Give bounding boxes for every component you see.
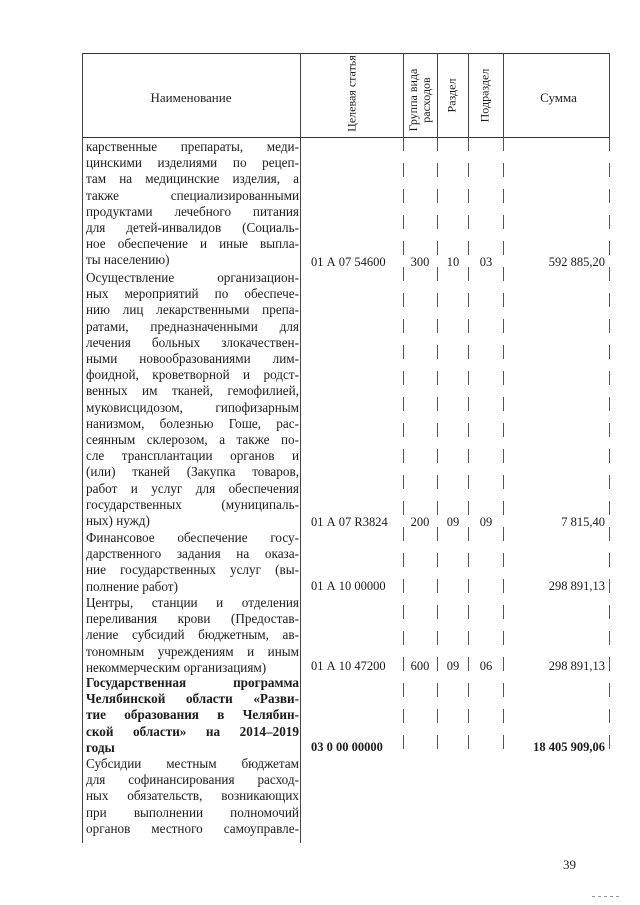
page-number: 39: [563, 857, 576, 872]
name-line: тие образования в Челябин-: [86, 707, 299, 723]
name-line: Финансовое обеспечение госу-: [86, 530, 299, 545]
table-row-name: [86, 139, 299, 269]
name-line: ление субсидий бюджетным, ав-: [86, 627, 299, 643]
header-divider: [503, 53, 504, 137]
name-line: продуктами лечебного питания: [86, 203, 299, 219]
cell-section: 09: [446, 515, 460, 529]
column-border-left: [82, 137, 83, 843]
header-section: Раздел: [444, 78, 459, 113]
name-line: Центры, станции и отделения: [86, 595, 299, 610]
column-border-group: [437, 137, 438, 757]
header-divider: [403, 53, 404, 137]
name-line: Государственная программа: [86, 675, 299, 690]
name-line: венных им тканей, гемофилией,: [86, 383, 299, 399]
name-line: ты населению): [86, 252, 170, 268]
table-row-name: [86, 675, 299, 756]
header-target: Целевая статья: [344, 55, 359, 132]
name-line: переливания крови (Предостав-: [86, 611, 299, 627]
column-border-right: [609, 137, 610, 757]
cell-sum: 7 815,40: [561, 515, 605, 529]
cell-group: 300: [410, 255, 430, 269]
name-line: сеянным склерозом, а также по-: [86, 432, 299, 448]
name-line: нанизмом, болезнью Гоше, рас-: [86, 415, 299, 431]
table-row-name: [86, 530, 299, 595]
cell-target: 01 А 10 47200: [311, 659, 386, 673]
name-line: карственные препараты, меди-: [86, 139, 299, 154]
name-line: фоидной, кроветворной и родст-: [86, 367, 299, 383]
name-line: работ и услуг для обеспечения: [86, 480, 299, 496]
cell-subsection: 06: [479, 659, 493, 673]
name-line: ние государственных услуг (вы-: [86, 562, 299, 578]
cell-sum: 18 405 909,06: [533, 740, 605, 754]
header-divider: [437, 53, 438, 137]
cell-sum: 298 891,13: [548, 579, 605, 593]
name-line: сле трансплантации органов и: [86, 448, 299, 464]
header-divider: [300, 53, 301, 137]
cell-group: 600: [410, 659, 430, 673]
cell-sum: 592 885,20: [548, 255, 605, 269]
cell-subsection: 09: [479, 515, 493, 529]
name-line: государственных (муниципаль-: [86, 496, 299, 512]
table-row-name: [86, 595, 299, 676]
name-line: Субсидии местным бюджетам: [86, 756, 299, 771]
name-line: ратами, предназначенными для: [86, 318, 299, 334]
name-line: тономным учреждениям и иным: [86, 643, 299, 659]
column-border-section: [468, 137, 469, 757]
name-line: также специализированными: [86, 187, 299, 203]
header-name: Наименование: [150, 90, 232, 105]
table-row-name: [86, 756, 299, 837]
name-line: Челябинской области «Разви-: [86, 691, 299, 707]
cell-subsection: 03: [479, 255, 493, 269]
name-line: (или) тканей (Закупка товаров,: [86, 464, 299, 480]
name-line: цинскими изделиями по рецеп-: [86, 155, 299, 171]
name-line: нию лиц лекарственными препа-: [86, 302, 299, 318]
cell-target: 01 А 07 54600: [311, 255, 386, 269]
name-line: годы: [86, 739, 115, 755]
name-line: полнение работ): [86, 578, 178, 594]
table-row-name: [86, 270, 299, 529]
cell-target: 01 А 07 R3824: [311, 515, 388, 529]
header-divider: [468, 53, 469, 137]
column-border-name: [300, 137, 301, 843]
cell-target: 01 А 10 00000: [311, 579, 386, 593]
name-line: муковисцидозом, гипофизарным: [86, 399, 299, 415]
cell-group: 200: [410, 515, 430, 529]
name-line: ных) нужд): [86, 513, 150, 529]
name-line: ных мероприятий по обеспече-: [86, 286, 299, 302]
scan-artifact: [592, 896, 622, 897]
cell-target: 03 0 00 00000: [311, 740, 383, 754]
header-sum: Сумма: [540, 90, 577, 105]
name-line: при выполнении полномочий: [86, 804, 299, 820]
name-line: ными новообразованиями лим-: [86, 351, 299, 367]
name-line: для софинансирования расход-: [86, 772, 299, 788]
cell-section: 09: [446, 659, 460, 673]
cell-section: 10: [446, 255, 460, 269]
name-line: там на медицинские изделия, а: [86, 171, 299, 187]
name-line: лечения больных злокачествен-: [86, 334, 299, 350]
budget-table: [82, 53, 610, 843]
name-line: некоммерческим организациям): [86, 659, 267, 675]
name-line: дарственного задания на оказа-: [86, 546, 299, 562]
name-line: ской области» на 2014–2019: [86, 723, 299, 739]
name-line: ное обеспечение и иные выпла-: [86, 236, 299, 252]
cell-sum: 298 891,13: [548, 659, 605, 673]
header-subsection: Подраздел: [477, 68, 492, 123]
name-line: для детей-инвалидов (Социаль-: [86, 220, 299, 236]
name-line: органов местного самоуправле-: [86, 820, 299, 836]
name-line: Осуществление организацион-: [86, 270, 299, 285]
header-group: Группа вида расходов: [406, 68, 433, 132]
name-line: ных обязательств, возникающих: [86, 788, 299, 804]
